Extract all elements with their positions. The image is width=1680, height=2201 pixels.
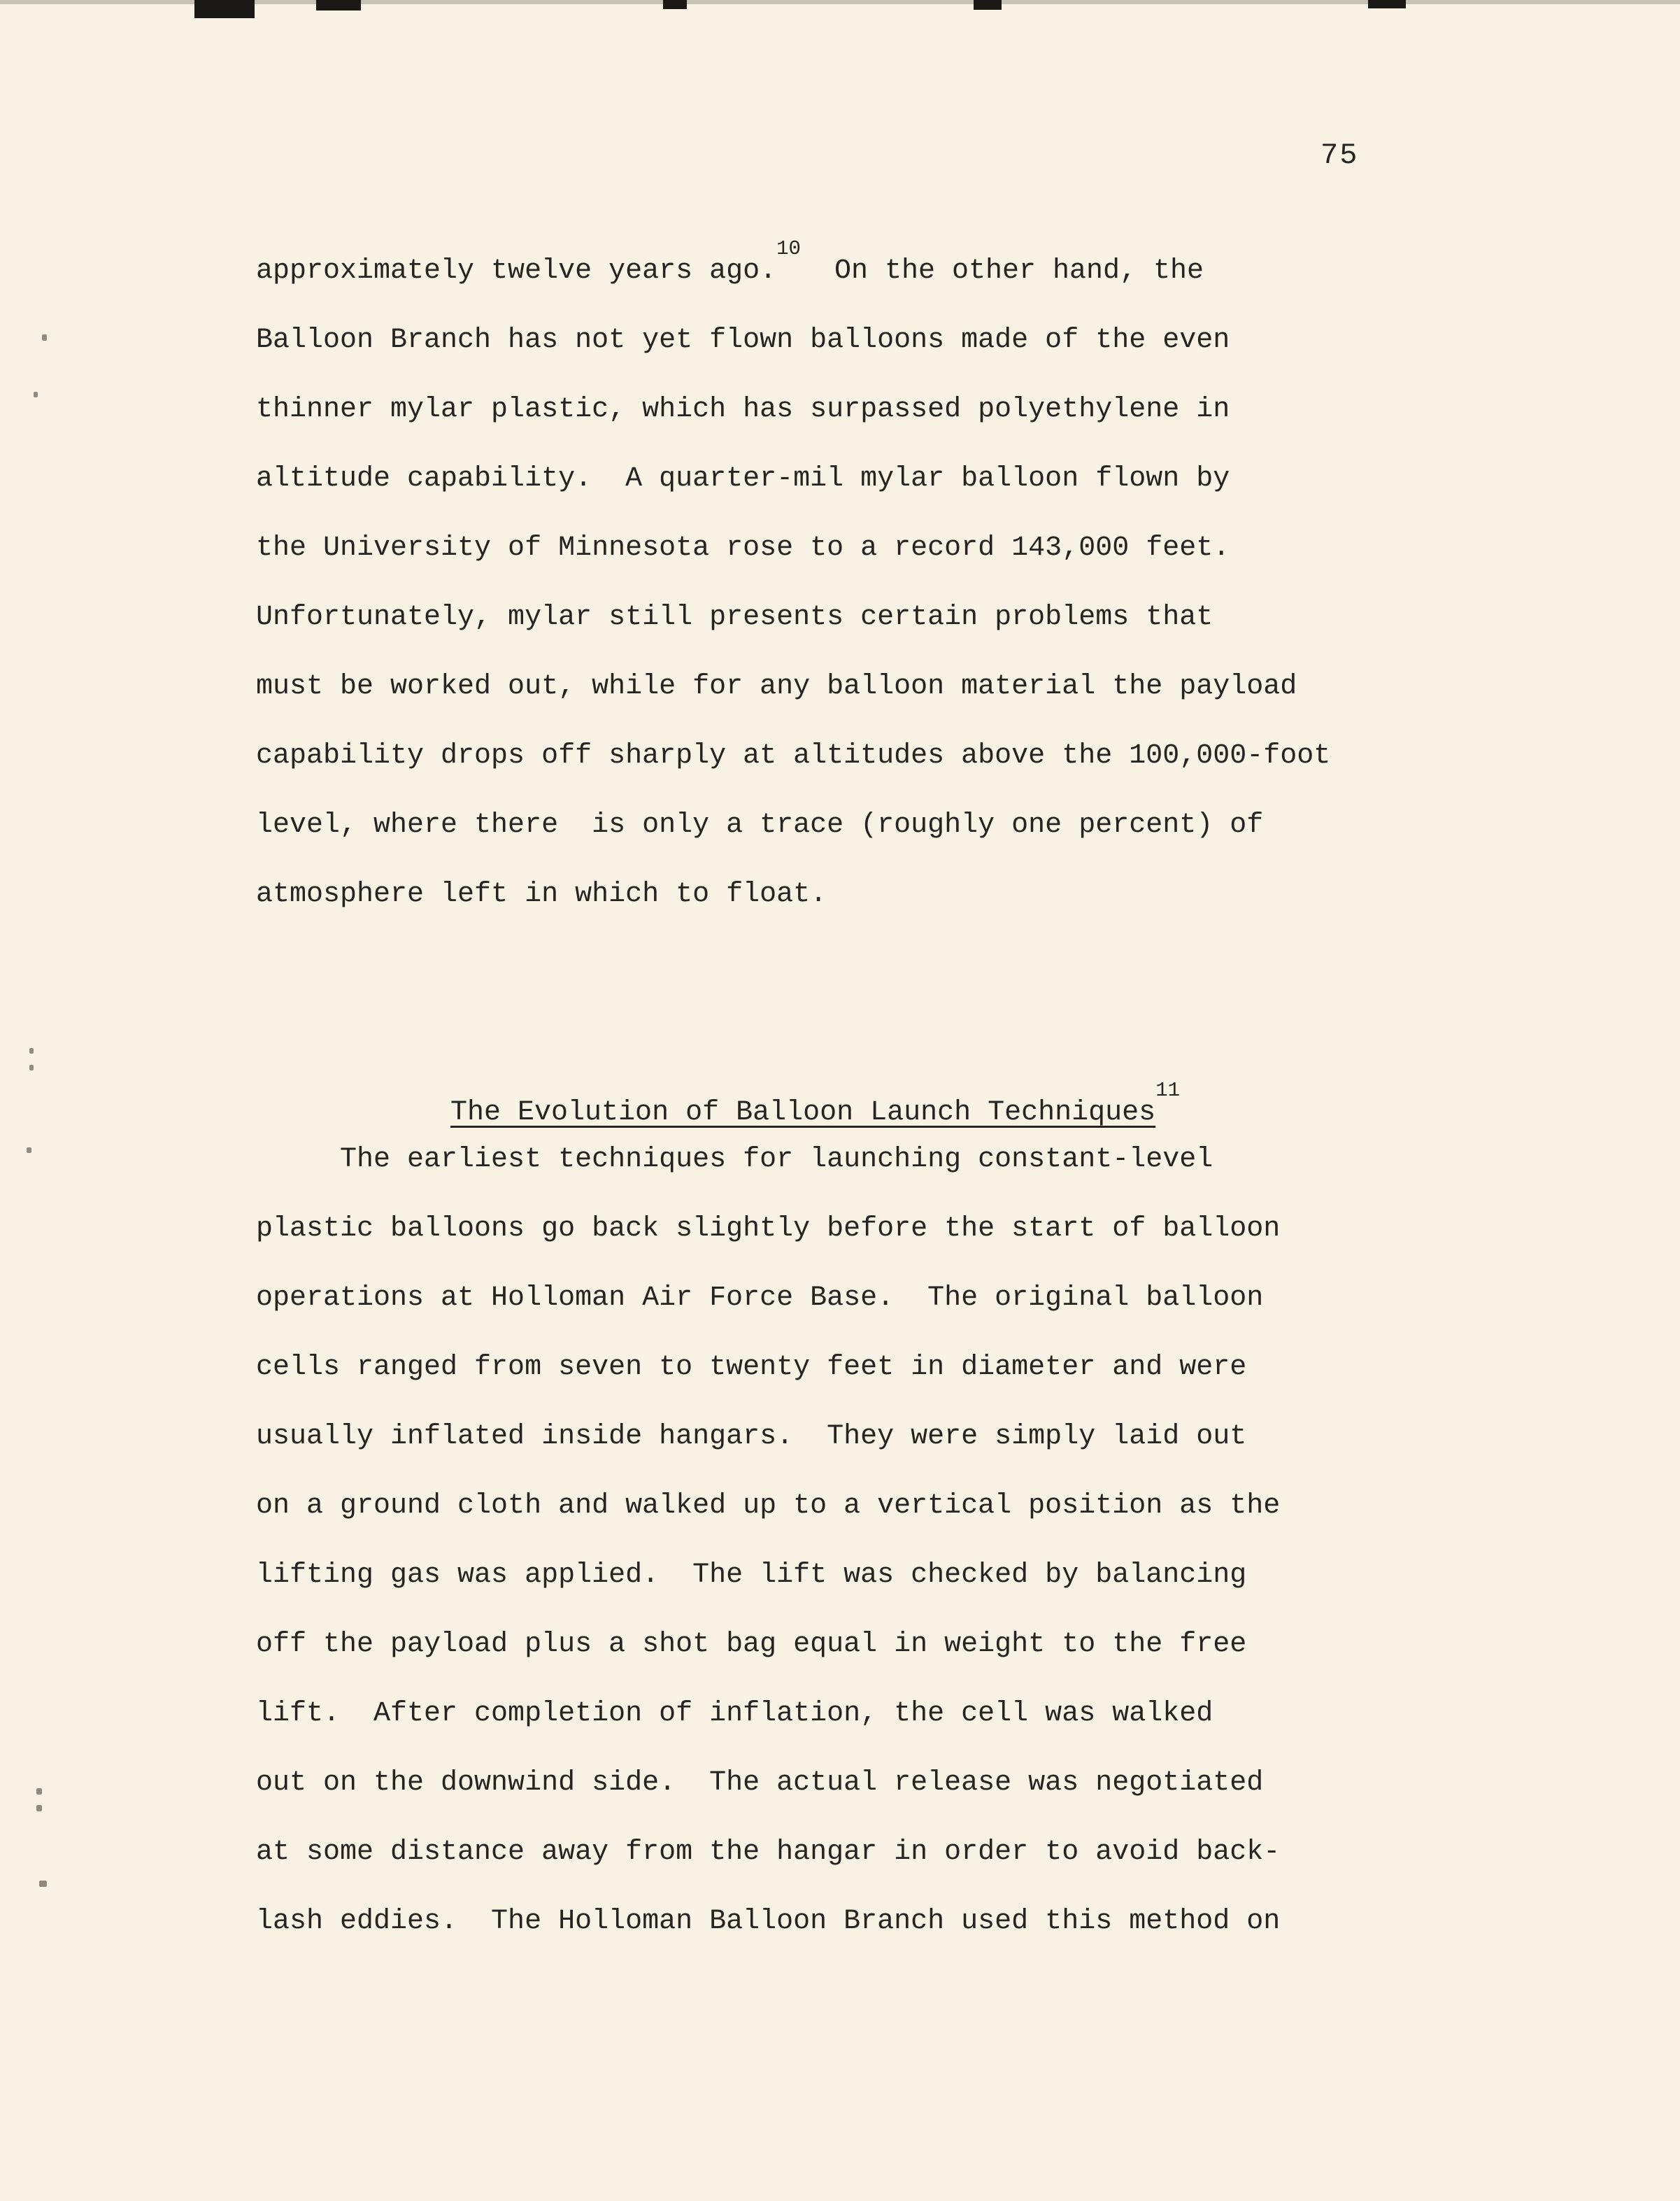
- text-run: On the other hand, the: [800, 255, 1204, 287]
- scan-speck: [29, 1048, 34, 1054]
- text-run: approximately twelve years ago.: [256, 255, 777, 287]
- scan-artifact: [663, 0, 687, 9]
- text-line: out on the downwind side. The actual release was negotiated: [256, 1767, 1264, 1799]
- scan-speck: [36, 1788, 42, 1795]
- text-line: cells ranged from seven to twenty feet in diameter and were: [256, 1352, 1247, 1383]
- page-number: 75: [1320, 139, 1359, 172]
- text-line: must be worked out, while for any balloon material the payload: [256, 671, 1297, 702]
- text-line: lash eddies. The Holloman Balloon Branch used this method on: [256, 1906, 1281, 1937]
- text-line: off the payload plus a shot bag equal in weight to the free: [256, 1629, 1247, 1660]
- scan-artifact: [1368, 0, 1406, 8]
- scan-speck: [27, 1147, 31, 1153]
- text-line: lift. After completion of inflation, the cell was walked: [256, 1698, 1213, 1729]
- text-line: Balloon Branch has not yet flown balloons made of the even: [256, 325, 1230, 356]
- heading-text: The Evolution of Balloon Launch Techniques: [450, 1097, 1156, 1128]
- text-line: lifting gas was applied. The lift was checked by balancing: [256, 1559, 1247, 1591]
- scan-artifact: [194, 0, 255, 18]
- scan-speck: [42, 334, 47, 341]
- text-line: plastic balloons go back slightly before the start of balloon: [256, 1213, 1281, 1245]
- scan-artifact: [316, 0, 361, 10]
- text-line: thinner mylar plastic, which has surpassed polyethylene in: [256, 394, 1230, 425]
- text-line: altitude capability. A quarter-mil mylar balloon flown by: [256, 463, 1230, 495]
- text-line: The earliest techniques for launching constant-level: [256, 1144, 1213, 1175]
- text-line: operations at Holloman Air Force Base. The original balloon: [256, 1282, 1264, 1314]
- text-line: the University of Minnesota rose to a record 143,000 feet.: [256, 532, 1230, 564]
- footnote-ref-10: 10: [776, 236, 801, 260]
- scan-speck: [29, 1065, 34, 1070]
- text-line: [256, 236, 1330, 306]
- text-line: Unfortunately, mylar still presents certain problems that: [256, 602, 1213, 633]
- paragraph-1: [256, 236, 1330, 929]
- text-line: usually inflated inside hangars. They were simply laid out: [256, 1421, 1247, 1452]
- scan-speck: [36, 1805, 42, 1811]
- text-line: capability drops off sharply at altitudes above the 100,000-foot: [256, 740, 1331, 772]
- text-line: level, where there is only a trace (roughly one percent) of: [256, 809, 1264, 841]
- scan-speck: [39, 1881, 47, 1887]
- scan-artifact: [974, 0, 1002, 10]
- text-line: on a ground cloth and walked up to a vertical position as the: [256, 1490, 1281, 1522]
- text-line: at some distance away from the hangar in order to avoid back-: [256, 1836, 1281, 1868]
- scan-speck: [34, 392, 38, 397]
- text-line: atmosphere left in which to float.: [256, 879, 827, 910]
- paragraph-2: [256, 1125, 1280, 1956]
- footnote-ref-11: 11: [1155, 1078, 1180, 1102]
